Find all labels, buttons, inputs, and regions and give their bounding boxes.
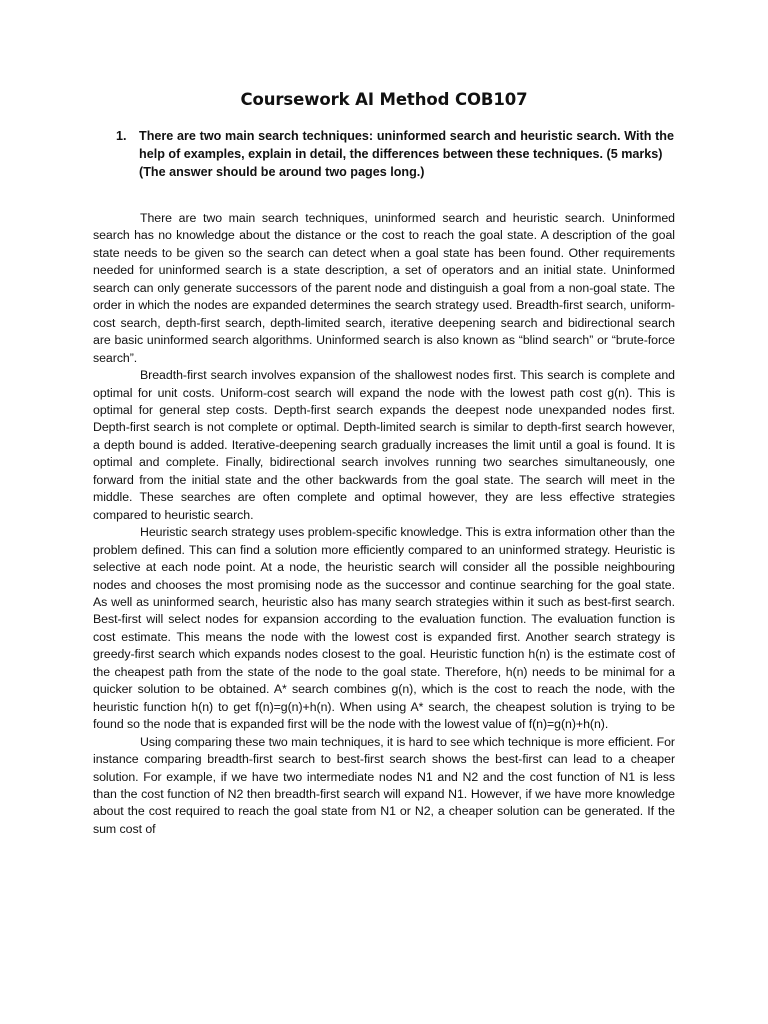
answer-paragraph-3: Heuristic search strategy uses problem-specific knowledge. This is extra information other than the problem defined. This can find a solution more efficiently compared to an uninformed strategy. Heuristic is selective at each node point. At a node, the heuristic search will consider all the possible neighbouring nodes and chooses the most promising node as the successor and continue searching for the goal state. As well as uninformed search, heuristic also has many search strategies within it such as best-first search. Best-first will select nodes for expansion according to the evaluation function. The evaluation function is cost estimate. This means the node with the lowest cost is expanded first. Another search strategy is greedy-first search which expands nodes closest to the goal. Heuristic function h(n) is the estimate cost of the cheapest path from the state of the node to the goal state. Therefore, h(n) needs to be minimal for a quicker solution to be obtained. A* search combines g(n), which is the cost to reach the node, with the heuristic function h(n) to get f(n)=g(n)+h(n). When using A* search, the cheapest solution is trying to be found so the node that is expanded first will be the node with the lowest value of f(n)=g(n)+h(n). [93, 525, 675, 732]
answer-body [93, 210, 675, 838]
answer-paragraph-1: There are two main search techniques, uninformed search and heuristic search. Uninformed search has no knowledge about the distance or the cost to reach the goal state. A description of the goal state needs to be given so the search can detect when a goal state has been found. Other requirements needed for uninformed search is a state description, a set of operators and an initial state. Uninformed search can only generate successors of the parent node and distinguish a goal from a non-goal state. The order in which the nodes are expanded determines the search strategy used. Breadth-first search, uniform-cost search, depth-first search, depth-limited search, iterative deepening search and bidirectional search are basic uninformed search algorithms. Uninformed search is also known as “blind search” or “brute-force search”. [93, 211, 675, 365]
question-number: 1. [116, 129, 127, 143]
question-block [116, 127, 674, 181]
question-note: (The answer should be around two pages long.) [139, 165, 425, 179]
answer-paragraph-4: Using comparing these two main techniques, it is hard to see which technique is more efficient. For instance comparing breadth-first search to best-first search shows the best-first can lead to a cheaper solution. For example, if we have two intermediate nodes N1 and N2 and the cost function of N1 is less than the cost function of N2 then breadth-first search will expand N1. However, if we have more knowledge about the cost required to reach the goal state from N1 or N2, a cheaper solution can be generated. If the sum cost of [93, 734, 675, 836]
question-text: There are two main search techniques: uninformed search and heuristic search. With the help of examples, explain in detail, the differences between these techniques. (5 marks) [139, 129, 674, 161]
answer-paragraph-2: Breadth-first search involves expansion of the shallowest nodes first. This search is complete and optimal for unit costs. Uniform-cost search will expand the node with the lowest path cost g(n). This is optimal for general step costs. Depth-first search expands the deepest node unexpanded nodes first. Depth-first search is not complete or optimal. Depth-limited search is similar to depth-first search however, a depth bound is added. Iterative-deepening search gradually increases the limit until a goal is found. It is optimal and complete. Finally, bidirectional search involves running two searches simultaneously, one forward from the initial state and the other backwards from the goal state. The search will meet in the middle. These searches are often complete and optimal however, they are less effective strategies compared to heuristic search. [93, 368, 675, 522]
document-title: Coursework AI Method COB107 [240, 90, 528, 109]
